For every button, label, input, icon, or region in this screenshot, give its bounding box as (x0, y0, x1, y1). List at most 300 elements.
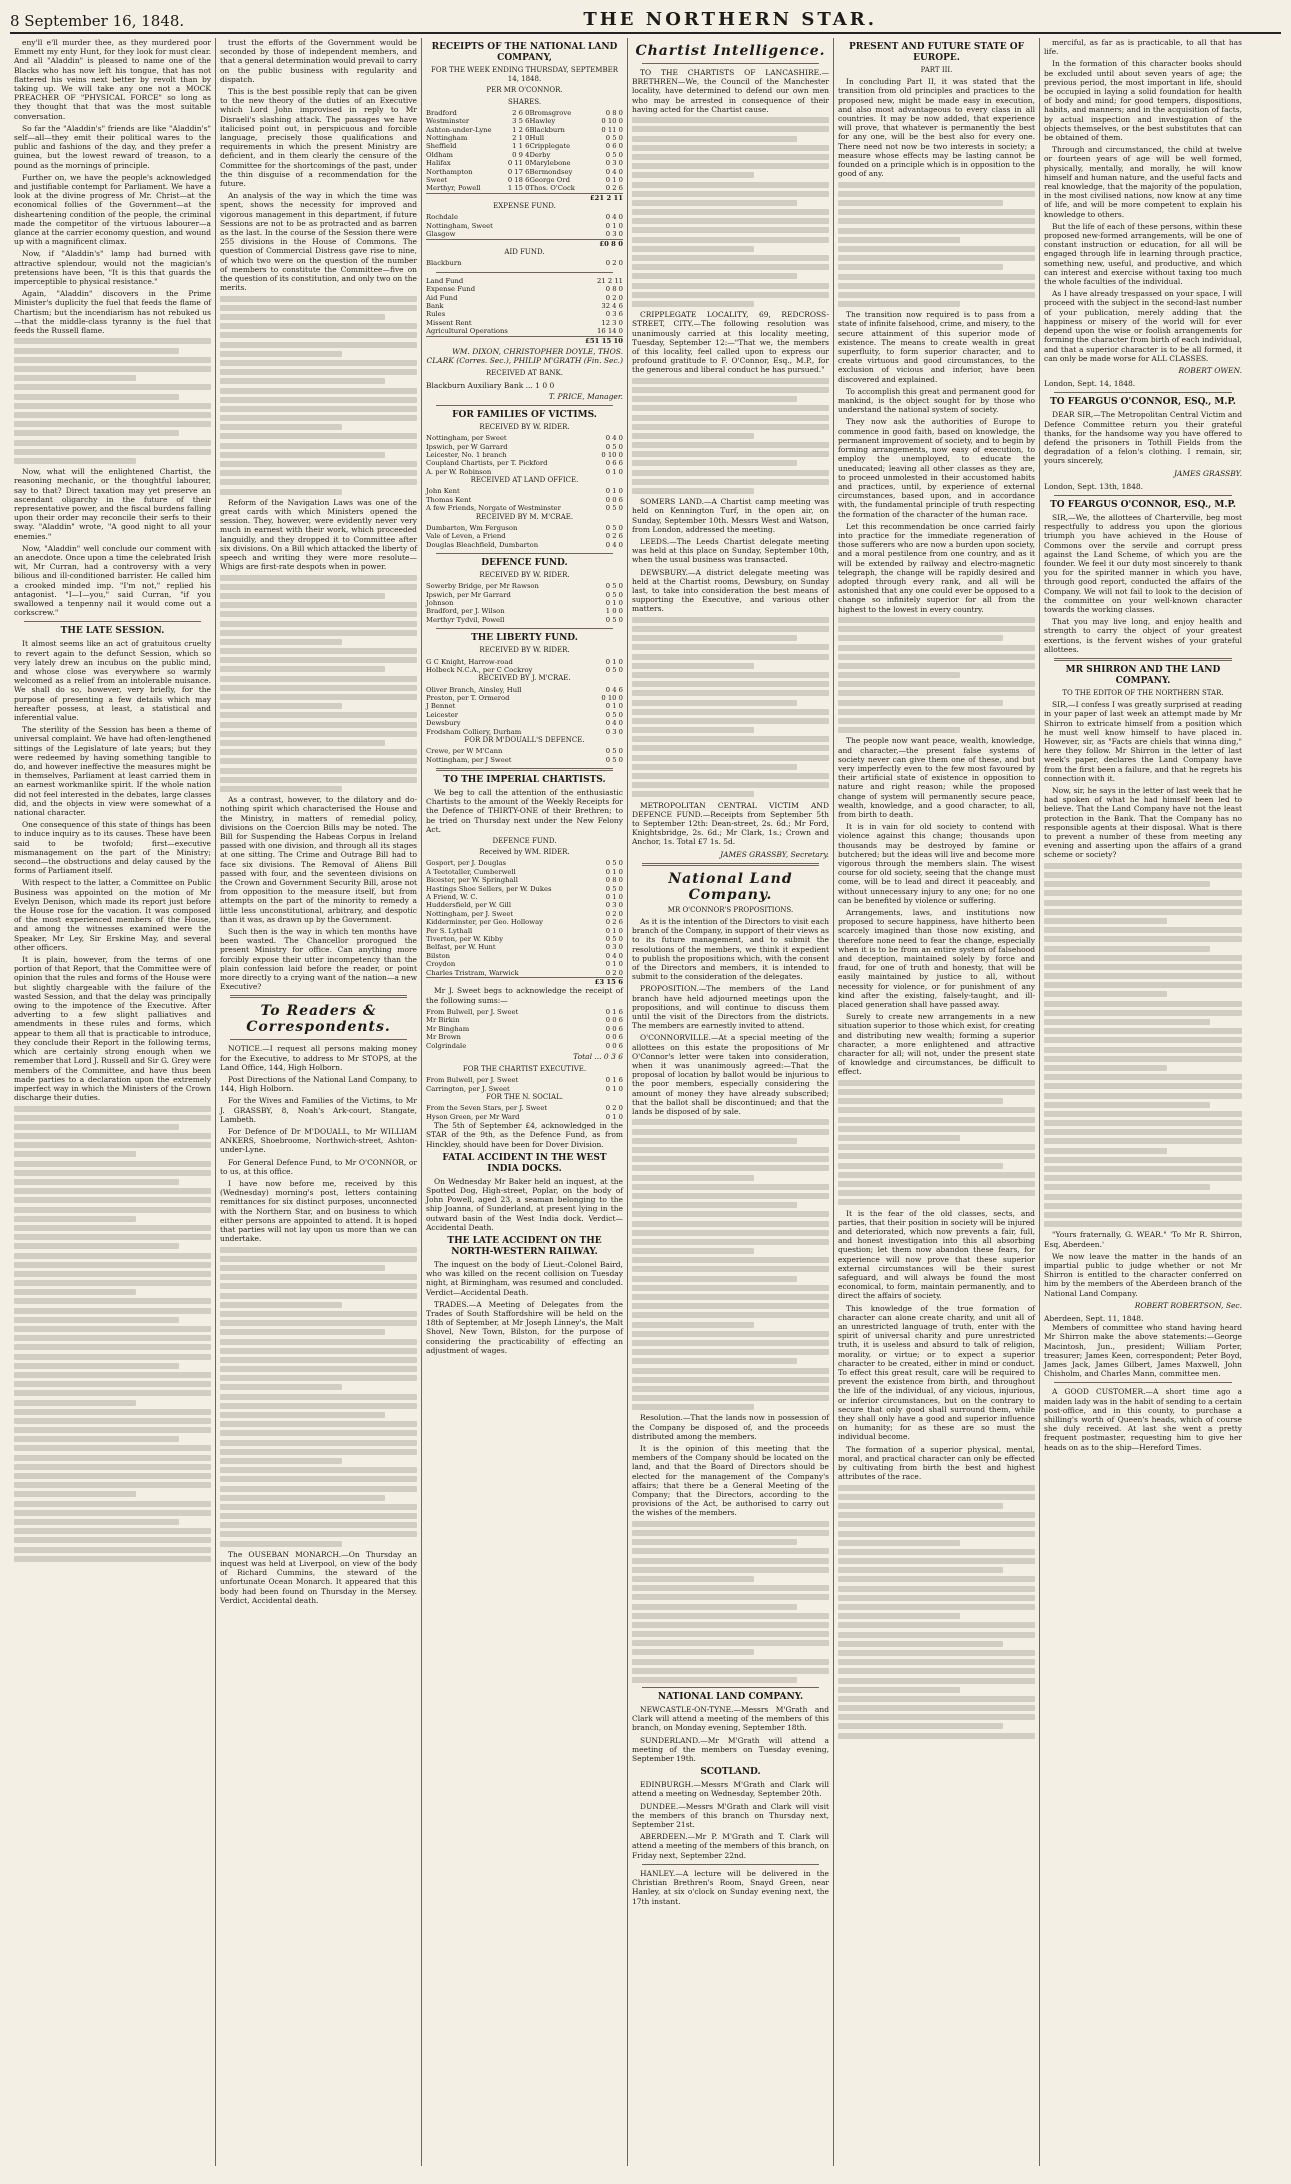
ledger-amount: 0 0 6 (605, 1016, 623, 1025)
ledger-name: Holbeck N.C.A., per C Cockroy (426, 665, 533, 674)
ledger-amount: 0 1 0 (605, 599, 623, 608)
liberty-heading: THE LIBERTY FUND. (471, 633, 578, 644)
paragraph: On Wednesday Mr Baker held an inquest, at the Spotted Dog, High-street, Poplar, on the body of John Powell, aged 23, a seaman belonging to the ship Joanna, of Sunderland, at present lying in the outward basin of the West India dock. Verdict—Accidental Death. (426, 1176, 623, 1232)
ledger-row (426, 893, 623, 901)
ledger-amount: 0 0 6 (605, 495, 623, 504)
paragraph: Again, "Aladdin" discovers in the Prime Minister's duplicity the fuel that feeds the flame of Chartism; but the incendiarism has not rebuked us—that the middle-class tyranny is the fuel that feeds the Russell flame. (14, 289, 211, 336)
ledger-name: Hyson Green, per Mr Ward (426, 1112, 520, 1121)
paragraph: CRIPPLEGATE LOCALITY, 69, REDCROSS-STREET, CITY.—The following resolution was unanimously carried at this locality meeting, Tuesday, September 12:—"That we, the members of this locality, feel called upon to express our profound gratitude to F. O'Connor, Esq., M.P., for the generous and liberal conduct he has pursued." (632, 310, 829, 375)
ledger-name: Sheffield (426, 142, 457, 151)
ledger-row (426, 213, 623, 221)
ledger-amount: 0 3 0 (605, 901, 623, 910)
ledger-name: Glasgow (426, 230, 456, 239)
ledger-name: Leicester (426, 710, 459, 719)
aid-table (426, 259, 623, 267)
ledger-name: Derby (529, 150, 551, 159)
ledger-amount: 0 1 0 (605, 657, 623, 666)
ledger-row (426, 859, 623, 867)
divider (436, 553, 613, 554)
ledger-amount: 1 15 0 (507, 184, 530, 193)
land-company-sub: MR O'CONNOR'S PROPOSITIONS. (667, 905, 794, 914)
ledger-name: Sowerby Bridge, per Mr Rawson (426, 582, 539, 591)
paragraph: It is plain, however, from the terms of one portion of that Report, that the Committee were of opinion that the rules and forms of the House were but slightly chargeable with the failure of the wasted Session, and that the delay was principally owing to the impotence of the Executive. After adverting to a few slight palliatives and amendments in these rules and forms, which appear to them all that is practicable to introduce, they conclude their Report in the following terms, which are certainly strong enough when we remember that Lord J. Russell and Sir G. Grey were members of the Committee, and have thus been made parties to a declaration upon the extremely imperfect way in which the Ministers of the Crown discharge their duties. (14, 955, 211, 1103)
ledger-amount: 0 5 0 (605, 665, 623, 674)
ledger-name: Mr Bingham (426, 1024, 470, 1033)
paragraph: Further on, we have the people's acknowledged and justifiable contempt for Parliament. We have a look at the divine progress of Mr. Christ—at the economical follies of the Government—at the disheartening condition of the people, the criminal made the competitor of the virtuous labourer—a glance at the carrier economy question, and wound up with a magnificent climax. (14, 172, 211, 247)
ledger-amount: 0 5 0 (605, 504, 623, 513)
ledger-name: Colgrindale (426, 1041, 467, 1050)
ledger-amount: 0 2 0 (605, 968, 623, 977)
ledger-name: Bank (426, 301, 444, 310)
ledger-name: Rochdale (426, 213, 458, 222)
paragraph: The 5th of September £4, acknowledged in the STAR of the 9th, as the Defence Fund, as from Hinckley, should have been for Dover Division. (426, 1121, 623, 1149)
ledger-name: Belfast, per W. Hunt (426, 943, 496, 952)
ledger-row (426, 117, 623, 125)
ledger-row (426, 1025, 623, 1033)
sweet-total: Total ... 0 3 6 (573, 1051, 623, 1061)
paragraph: LEEDS.—The Leeds Chartist delegate meeting was held at this place on Sunday, September 10th, when the usual business was transacted. (632, 537, 829, 565)
ledger-name: Gosport, per J. Douglas (426, 859, 507, 868)
paragraph: As I have already trespassed on your space, I will proceed with the subject in the second-last number of your publication, merely adding that the happiness or misery of the world will for ever depend upon the wise or foolish arrangements for forming the character from birth of each individual, and that a superior character is to be all formed, it can only be made worse for ALL CLASSES. (1044, 289, 1242, 363)
paragraph: They now ask the authorities of Europe to commence in good faith, based on knowledge, the permanent improvement of society, and to begin by forming arrangements, now easy of execution, to employ the unemployed, to educate the uneducated; leaving all other classes as they are, to proceed unmolested in their accustomed habits and practices, until, by experience of external circumstances, based upon, and in accordance with, the fundamental principle of truth respecting the formation of the character of the human race. (838, 417, 1035, 519)
ledger-name: Hawley (529, 117, 556, 126)
paragraph: HANLEY.—A lecture will be delivered in the Christian Brethren's Room, Snayd Green, near Hanley, at six o'clock on Sunday evening next, the 17th instant. (632, 1868, 829, 1906)
ledger-row (426, 126, 623, 134)
ledger-amount: 0 1 0 (605, 960, 623, 969)
signature: ROBERT ROBERTSON, Sec. (1134, 1300, 1242, 1310)
correspondent-note: For Defence of Dr M'DOUALL, to Mr WILLIAM ANKERS, Shoebroome, Northwich-street, Ashton-under-Lyne. (220, 1127, 417, 1155)
ledger-amount: 0 5 0 (605, 710, 623, 719)
ledger-row (426, 327, 623, 336)
divider (642, 1687, 819, 1688)
illegible-text-block (220, 575, 417, 792)
ledger-row (426, 702, 623, 710)
paragraph: The formation of a superior physical, mental, moral, and practical character can only be effected by cultivating from birth the best and highest attributes of the race. (838, 1444, 1035, 1482)
ledger-amount: 0 6 0 (605, 142, 623, 151)
ledger-amount: 0 10 0 (601, 693, 623, 702)
receipts-heading: RECEIPTS OF THE NATIONAL LAND COMPANY, (431, 42, 618, 63)
paragraph: Now, if "Aladdin's" lamp had burned with attractive splendour, would not the magician's pretensions have been, "It is this that guards the imperceptible to physical resistance." (14, 249, 211, 287)
column-4 (628, 38, 834, 2166)
column-6 (1040, 38, 1246, 2166)
ledger-name: Thos. O'Cock (529, 184, 575, 193)
divider (642, 863, 819, 866)
ledger-row (426, 728, 623, 736)
soc-table (426, 1104, 623, 1121)
divider (24, 621, 201, 622)
dateline: Aberdeen, Sept. 11, 1848. (1044, 1313, 1144, 1323)
ledger-row (426, 910, 623, 918)
ledger-name: Merthyr, Powell (426, 184, 481, 193)
illegible-text-block (632, 617, 829, 798)
imperial-defence-label: DEFENCE FUND. (492, 836, 557, 845)
ledger-row (426, 294, 623, 302)
defence-sub: RECEIVED BY W. RIDER. (479, 571, 570, 580)
ledger-name: Halifax (426, 159, 451, 168)
ledger-amount: 0 5 0 (605, 884, 623, 893)
paragraph: The people now want peace, wealth, knowledge, and character,—the present false systems of society never can give them one of these, and but very imperfectly even to the few most favoured by their artificial state of existence in opposition to nature and right reason; while the proposed change of system will permanently secure peace, wealth, knowledge, and a good character, to all, from birth to death. (838, 736, 1035, 819)
ledger-name: A. per W. Robinson (426, 467, 492, 476)
divider (642, 1864, 819, 1865)
ledger-amount: 0 5 0 (605, 582, 623, 591)
divider (642, 63, 819, 64)
land-company-subheading: NATIONAL LAND COMPANY. (657, 1692, 804, 1703)
illegible-text-block (632, 117, 829, 307)
ledger-total: £0 8 0 (567, 239, 623, 248)
ledger-name: Ipswich, per W Garrard (426, 442, 508, 451)
ledger-row (426, 468, 623, 476)
paragraph: As a contrast, however, to the dilatory and do-nothing spirit which characterised the House and the Ministry, in matters of remedial policy, divisions on the Coercion Bills may be noted. The Bill for Suspending the Habeas Corpus in Ireland passed with one division, and through all its stages at one sitting. The Crime and Outrage Bill had to face six divisions. The Removal of Aliens Bill passed with four, and the seventeen divisions on the Crown and Government Security Bill, arose not from opposition to the measure itself, but from attempts on the part of the minority to remedy a little less unconstitutional, arbitrary, and despotic than it was, as drawn up by the Government. (220, 795, 417, 924)
ledger-name: Mr Birkin (426, 1016, 460, 1025)
notice: NOTICE.—I request all persons making money for the Executive, to address to Mr STOPS, at the Land Office, 144, High Holborn. (220, 1044, 417, 1072)
paragraph: A GOOD CUSTOMER.—A short time ago a maiden lady was in the habit of sending to a certain post-office, and in this county, to purchase a shilling's worth of Queen's heads, which of course she duly received. At last she went a pretty frequent postmaster, requesting him to give her heads on as to the ship—Hereford Times. (1044, 1387, 1242, 1452)
sweet-table (426, 1008, 623, 1050)
paragraph: TRADES.—A Meeting of Delegates from the Trades of South Staffordshire will be held on the 18th of September, at Mr Joseph Linney's, the Malt Shovel, New Town, Bilston, for the purpose of considering the practicability of effecting an adjustment of wages. (426, 1299, 623, 1355)
ledger-row (426, 259, 623, 267)
ledger-amount: 0 11 0 (601, 125, 623, 134)
ledger-amount: 0 1 0 (605, 702, 623, 711)
ledger-row (426, 496, 623, 504)
paragraph: As it is the intention of the Directors to visit each branch of the Company, in support of their views as to its future management, and to submit the resolutions of the members, we think it expedient to publish the propositions which, with the consent of the Directors and members, it is intended to submit to the consideration of the delegates. (632, 916, 829, 982)
mcrae-table (426, 524, 623, 549)
paragraph: Now, what will the enlightened Chartist, the reasoning mechanic, or the thoughtful labourer, say to that? Direct taxation may yet preserve an ascendant oligarchy in the future of their representative power, and the fiscal burdens falling upon their order may reconcile their serfs to their sway. "Aladdin" wrote, "A good night to all your enemies." (14, 467, 211, 541)
correspondent-note: Post Directions of the National Land Company, to 144, High Holborn. (220, 1074, 417, 1094)
ledger-amount: 0 4 0 (605, 540, 623, 549)
column-5 (834, 38, 1040, 2166)
ledger-amount: 0 5 0 (605, 747, 623, 756)
bank-label: RECEIVED AT BANK. (486, 369, 563, 378)
ledger-amount: 0 3 0 (605, 727, 623, 736)
ledger-amount: 0 1 6 (605, 1007, 623, 1016)
ledger-row (426, 151, 623, 159)
illegible-text-block (632, 1521, 829, 1683)
ledger-amount: 0 1 0 (605, 1084, 623, 1093)
ledger-amount: 0 1 0 (605, 893, 623, 902)
paragraph: An analysis of the way in which the time was spent, shows the necessity for improved and vigorous management in this department, if future Sessions are not to be as protracted and as barren as the last. In the course of the Session there were 255 divisions in the House of Commons. The question of Commercial Distress gave rise to nine, of which two were on the question of the number of members to constitute the Committee—five on the question of its constitution, and only two on the merits. (220, 191, 417, 293)
illegible-text-block (838, 1485, 1035, 1739)
ledger-amount: 32 4 6 (601, 301, 623, 310)
paragraph: It is the opinion of this meeting that the members of the Company should be located on the land, and that the Board of Directors should be elected for the management of the Company's affairs; that there be a General Meeting of the Company; that the Directors, according to the provisions of the Act, be authorised to carry out the wishes of the members. (632, 1444, 829, 1518)
ledger-amount: 0 5 0 (605, 150, 623, 159)
ledger-amount: 0 4 0 (605, 167, 623, 176)
ledger-name: Hull (529, 134, 545, 143)
paragraph: But the life of each of these persons, within these proposed new-formed arrangements, will be one of constant instruction or education, for all will be engaged through life in learning through practice, something new, useful, and productive, and which can interest and exercise without taxing too much the whole faculties of the individual. (1044, 221, 1242, 287)
ledger-amount: 0 1 6 (605, 1076, 623, 1085)
ledger-amount: 0 1 0 (605, 221, 623, 230)
expense-label: EXPENSE FUND. (493, 202, 556, 211)
ledger-total-label (426, 978, 584, 987)
ledger-amount: 0 3 0 (605, 159, 623, 168)
paragraph: So far the "Aladdin's" friends are like "Aladdin's" self—all—they emit their political wares to the public and fashions of the day, and they prefer a guinea, but the lowest reward of treason, to a pound as the mornings of principle. (14, 123, 211, 170)
ledger-amount: 0 5 0 (605, 615, 623, 624)
bank-signature: T. PRICE, Manager. (548, 391, 623, 401)
ledger-amount: 21 2 11 (597, 276, 623, 285)
ledger-name: Agricultural Operations (426, 327, 508, 336)
ledger-amount: 0 9 4 (512, 150, 530, 159)
ledger-amount: 0 0 6 (605, 1024, 623, 1033)
ledger-name: Preston, per T. Ormerod (426, 693, 510, 702)
ledger-name: Nottingham, per J Sweet (426, 755, 512, 764)
ledger-row (426, 541, 623, 549)
ledger-amount: 3 5 6 (512, 117, 530, 126)
ledger-amount: 0 3 0 (605, 230, 623, 239)
ledger-amount: 0 3 6 (605, 310, 623, 319)
ledger-row (426, 230, 623, 239)
ledger-amount: 0 1 0 (605, 467, 623, 476)
ledger-amount: 1 0 0 (605, 607, 623, 616)
ledger-name: Thomas Kent (426, 495, 472, 504)
paragraph: Resolution.—That the lands now in possession of the Company be disposed of, and the proceeds distributed among the members. (632, 1413, 829, 1441)
paragraph: "Yours fraternally, G. WEAR." 'To Mr R. Shirron, Esq, Aberdeen.' (1044, 1230, 1242, 1249)
ledger-name: Ipswich, per Mr Garrard (426, 590, 511, 599)
ledger-name: Bradford, per J. Wilson (426, 607, 505, 616)
paragraph: Members of committee who stand having heard Mr Shirron make the above statements:—George Macintosh, Jun., president; William Porter, treasurer; James Keen, correspondent; Peter Boyd, James Jack, James Gilbert, James Maxwell, John Chisholm, and Charles Mann, committee men. (1044, 1323, 1242, 1379)
paragraph: We beg to call the attention of the enthusiastic Chartists to the amount of the Weekly Receipts for the Defence of THIRTY-ONE of their Brethren; to be tried on Thursday next under the New Felony Act. (426, 787, 623, 834)
ledger-row (426, 1076, 623, 1084)
ledger-name: Charles Tristram, Warwick (426, 968, 519, 977)
liberty-sub: RECEIVED BY W. RIDER. (479, 646, 570, 655)
paragraph: Now, sir, he says in the letter of last week that he had spoken of what he had himself been led to believe. That the Land Company have not the least protection in the Bank. That the Company has no responsible agents at their disposal. What is there to prevent a number of these from meeting any evening and asserting upon the affairs of a grand scheme or society? (1044, 786, 1242, 860)
summary-table (426, 277, 623, 345)
ledger-amount: 0 4 6 (605, 685, 623, 694)
divider (1054, 1382, 1232, 1383)
ledger-row (426, 666, 623, 674)
ledger-row (426, 885, 623, 893)
ledger-name: Rules (426, 310, 446, 319)
ledger-total: £51 15 10 (557, 336, 623, 345)
ledger-name: Frodsham Colliery, Durham (426, 727, 522, 736)
ledger-amount: 0 5 0 (605, 859, 623, 868)
ledger-amount: 12 3 0 (601, 318, 623, 327)
railway-heading: THE LATE ACCIDENT ON THE NORTH-WESTERN RAILWAY. (447, 1235, 602, 1257)
paragraph: Through and circumstanced, the child at twelve or fourteen years of age will be well formed, physically, mentally, and morally, he will know himself and human nature, and the useful facts and real knowledge, that the majority of the population, in the most civilised nations, now know at any time of life, and will be more competent to explain his knowledge to others. (1044, 145, 1242, 219)
mcdouall-label: RECEIVED BY J. M'CRAE. (478, 674, 571, 683)
paragraph: NEWCASTLE-ON-TYNE.—Messrs M'Grath and Clark will attend a meeting of the members of this branch, on Monday evening, September 18th. (632, 1705, 829, 1733)
paragraph: It is in vain for old society to contend with violence against this change; thousands upon thousands may be destroyed by famine or butchered; but the ideas will live and become more vigorous through the members slain. The wisest course for old society, seeing that the change must come, will be to lead and direct it peaceably, and without unnecessary injury to any one; for no one can be benefited by violence or suffering. (838, 822, 1035, 905)
ledger-name: Bromsgrove (529, 108, 572, 117)
ledger-row (426, 443, 623, 451)
ledger-row (426, 694, 623, 702)
ledger-row (426, 222, 623, 230)
paragraph: Mr J. Sweet begs to acknowledge the receipt of the following sums:— (426, 986, 623, 1005)
paragraph: PROPOSITION.—The members of the Land branch have held adjourned meetings upon the propositions, and will continue to discuss them until the visit of the Directors from the districts. The members are earnestly invited to attend. (632, 984, 829, 1031)
illegible-text-block (632, 378, 829, 494)
ledger-name: Dumbarton, Wm Ferguson (426, 523, 518, 532)
paragraph: SUNDERLAND.—Mr M'Grath will attend a meeting of the members on Tuesday evening, September 19th. (632, 1735, 829, 1764)
paragraph: Surely to create new arrangements in a new situation superior to those which exist, for creating and distributing new wealth; forming a superior character, a more enlightened and attractive character for all; will not, under the present state of knowledge and circumstances, be difficult to effect. (838, 1012, 1035, 1077)
ledger-name: Tiverton, per W. Kibby (426, 935, 504, 944)
ledger-name: From Bulwell, per J. Sweet (426, 1007, 519, 1016)
ledger-name: A few Friends, Norgate of Westminster (426, 504, 561, 513)
ledger-name: Oldham (426, 150, 453, 159)
ledger-name: Nottingham, Sweet (426, 221, 493, 230)
paragraph: O'CONNORVILLE.—At a special meeting of the allottees on this estate the propositions of Mr O'Connor's letter were taken into consideration, when it was unanimously agreed:—That the proposal of location by ballot would be injurious to the poor members, especially considering the amount of money they have already subscribed; that the ballot shall be discontinued; and that the lands be disposed of by sale. (632, 1033, 829, 1117)
ledger-row (426, 504, 623, 512)
ledger-amount: 0 1 0 (605, 926, 623, 935)
ledger-row (426, 434, 623, 442)
exec-table (426, 1076, 623, 1093)
paragraph: EDINBURGH.—Messrs M'Grath and Clark will attend a meeting on Wednesday, September 20th. (632, 1780, 829, 1799)
shirron-sub: TO THE EDITOR OF THE NORTHERN STAR. (1062, 688, 1224, 697)
signature: JAMES GRASSBY. (1173, 468, 1242, 478)
divider (436, 768, 613, 771)
ledger-name: From the Seven Stars, per J. Sweet (426, 1104, 548, 1113)
paragraph: METROPOLITAN CENTRAL VICTIM AND DEFENCE FUND.—Receipts from September 5th to September 12th: Dean-street, 2s. 6d.; Mr Ford, Knightsbridge, 2s. 6d.; Mr Clark, 1s.; Crown and Anchor, 1s. Total £7 1s. 5d. (632, 800, 829, 847)
paragraph: The transition now required is to pass from a state of infinite falsehood, crime, and misery, to the secure attainment of this superior mode of existence. The means to create wealth in great superfluity, to form superior character, and to create virtuous and good circumstances, to the exclusion of vicious and inferior, have been discovered and explained. (838, 310, 1035, 384)
dateline: London, Sept. 14, 1848. (1044, 379, 1136, 389)
ledger-row (426, 582, 623, 590)
ledger-name: Merthyr Tydvil, Powell (426, 615, 505, 624)
divider (230, 995, 407, 998)
paragraph: eny'll e'll murder thee, as they murdered poor Emmett my enty Hunt, for they look for must clear. And all "Aladdin" is pleased to name one of the Blacks who has now left his tongue, that has not flattered his veins next better by revolt than by taking up. We will take any one not a MOCK PREACHER OF "PHYSICAL FORCE" so long as they thought that that was the most suitable conversation. (14, 38, 211, 121)
ledger-name: Aid Fund (426, 293, 458, 302)
ledger-name: Douglas Bleachfield, Dumbarton (426, 540, 539, 549)
ledger-row (426, 109, 623, 117)
paragraph: We now leave the matter in the hands of an impartial public to judge whether or not Mr Shirron is entitled to the character conferred on him by the members of the Aberdeen branch of the National Land Company. (1044, 1251, 1242, 1298)
column-2 (216, 38, 422, 2166)
ledger-name: John Kent (426, 487, 460, 496)
ledger-row (426, 285, 623, 293)
illegible-text-block (220, 1247, 417, 1547)
ledger-row (426, 616, 623, 624)
ledger-row (426, 1033, 623, 1041)
ledger-row (426, 451, 623, 459)
mcrae-label: RECEIVED BY M. M'CRAE. (475, 512, 574, 521)
ledger-name: A Friend, W. C. (426, 893, 478, 902)
correspondent-note: The OUSEBAN MONARCH.—On Thursday an inquest was held at Liverpool, on view of the body of Richard Cummins, the steward of the unfortunate Ocean Monarch. It appeared that this body had been found on Thursday in the Mersey. Verdict, Accidental death. (220, 1549, 417, 1605)
illegible-text-block (14, 1106, 211, 1562)
mcdouall-table (426, 686, 623, 736)
ledger-total-label (426, 336, 557, 345)
soc-label: FOR THE N. SOCIAL. (486, 1093, 563, 1102)
ledger-row (426, 459, 623, 467)
ledger-row (426, 277, 623, 285)
ledger-row (426, 319, 623, 327)
columns (10, 38, 1281, 2166)
defence-heading: DEFENCE FUND. (481, 558, 568, 569)
letter-heading: TO FEARGUS O'CONNOR, ESQ., M.P. (1050, 499, 1236, 510)
paragraph: One consequence of this state of things has been to induce inquiry as to its causes. These have been said to be twofold; first—executive mismanagement on the part of the Ministry; second—the obstructions and delay caused by the forms of Parliament itself. (14, 820, 211, 876)
ledger-row (426, 1016, 623, 1024)
ledger-amount: 0 4 0 (605, 213, 623, 222)
ledger-row (426, 134, 623, 142)
shirron-heading: MR SHIRRON AND THE LAND COMPANY. (1065, 664, 1221, 686)
ledger-name: Oliver Branch, Ainsley, Hull (426, 685, 522, 694)
ledger-name: Carrington, per J. Sweet (426, 1084, 510, 1093)
paragraph: This knowledge of the true formation of character can alone create charity, and unit all of an unrestricted language of truth, enter with the spirit of universal charity and pure unrestricted truth, it is useless and absurd to talk of religion, morality, or virtue; or to expect a superior character to be created, either in mind or conduct. To effect this great result, care will be required to prevent the existence from birth, and throughout the life of the individual, of any vicious, injurious, or inferior circumstances, but on the contrary to secure that only good shall surround them, while they shall only have a good and superior influence on humanity; for as these are so must the individual become. (838, 1303, 1035, 1442)
ledger-row (426, 756, 623, 764)
ledger-amount: 1 2 6 (512, 125, 530, 134)
masthead-spacer (1276, 12, 1281, 30)
ledger-amount: 0 1 0 (605, 487, 623, 496)
ledger-row (426, 524, 623, 532)
paragraph: The inquest on the body of Lieut.-Colonel Baird, who was killed on the recent collision on Tuesday night, at Birmingham, was resumed and concluded. Verdict—Accidental Death. (426, 1259, 623, 1297)
ledger-name: Westminster (426, 117, 470, 126)
ledger-row (426, 1104, 623, 1112)
paragraph: Now, "Aladdin" well conclude our comment with an anecdote. Once upon a time the celebrated Irish wit, Mr Curran, had a controversy with a very bilious and ill-conditioned barrister. He called him a crooked minded imp. "I'm not," replied his antagonist. "I—I—you," said Curran, "if you swallowed a tenpenny nail it would come out a corkscrew." (14, 543, 211, 618)
ledger-amount: 0 11 0 (507, 159, 530, 168)
column-1 (10, 38, 216, 2166)
ledger-row (426, 952, 623, 960)
illegible-text-block (838, 182, 1035, 307)
ledger-amount: 0 2 0 (605, 293, 623, 302)
ledger-name: Sweet (426, 176, 448, 185)
ledger-row (426, 302, 623, 310)
ledger-row (426, 1042, 623, 1050)
masthead (10, 8, 1281, 34)
ledger-row (426, 599, 623, 607)
ledger-name: Bradford (426, 108, 457, 117)
defence-table (426, 582, 623, 624)
ledger-row (426, 901, 623, 909)
ledger-amount: 0 4 0 (605, 719, 623, 728)
shares-table (426, 109, 623, 202)
ledger-amount: 0 0 6 (605, 1041, 623, 1050)
paragraph: It almost seems like an act of gratuitous cruelty to revert again to the defunct Session, which so very lately drew an incubus on the public mind, and whose close was everywhere so warmly welcomed as a relief from an intolerable nuisance. We shall do so, however, very briefly, for the purpose of presenting a few details which may hereafter possess, at least, a statistical and inferential value. (14, 639, 211, 722)
victims-heading: FOR FAMILIES OF VICTIMS. (452, 409, 597, 420)
ledger-name: Northampton (426, 167, 473, 176)
ledger-name: Coupland Chartists, per T. Pickford (426, 459, 548, 468)
ledger-name: Bilston (426, 951, 451, 960)
ledger-name: Hastings Shoe Sellers, per W. Dukes (426, 884, 552, 893)
chartist-heading: Chartist Intelligence. (635, 43, 826, 59)
ledger-name: Crewe, per W M'Cann (426, 747, 503, 756)
ledger-amount: 0 5 0 (605, 523, 623, 532)
liberty-table (426, 658, 623, 675)
divider (436, 405, 613, 406)
ledger-name: Nottingham (426, 134, 468, 143)
ledger-amount: 16 14 0 (597, 327, 623, 336)
paragraph: SOMERS LAND.—A Chartist camp meeting was held on Kennington Turf, in the open air, on Sunday, September 10th. Messrs West and Watson, from London, addressed the meeting. (632, 497, 829, 534)
ledger-name: Leicester, No. 1 branch (426, 451, 507, 459)
paragraph: The sterility of the Session has been a theme of universal complaint. We have had often-lengthened sittings of the Legislature of late years; but they were redeemed by having something tangible to do, and however ineffective the measures might be in themselves, Parliament at least carried them in an earnest workmanlike spirit. If the whole nation did not feel interested in the debates, large classes did, and the objects in view were somewhat of a national character. (14, 725, 211, 818)
divider (230, 1039, 407, 1040)
ledger-amount: 0 1 0 (605, 1112, 623, 1121)
paragraph: TO THE CHARTISTS OF LANCASHIRE.—BRETHREN—We, the Council of the Manchester locality, have determined to defend our own men who may be arrested in consequence of their having acted for the Chartist cause. (632, 68, 829, 114)
illegible-text-block (14, 338, 211, 463)
divider (1054, 495, 1232, 496)
paragraph: Let this recommendation be once carried fairly into practice for the immediate regeneration of those sufferers who are now a burden upon society, and a moral pestilence from one country, and as it will be extended by railway and electro-magnetic telegraph, the change will be rapidly desired and adopted through every rank, and all will be astonished that any one could ever be opposed to a change so infinitely superior for all from the highest to the lowest in every country. (838, 521, 1035, 614)
correspondent-note: For General Defence Fund, to Mr O'CONNOR, or to us, at this office. (220, 1157, 417, 1176)
ledger-name: Vale of Leven, a Friend (426, 532, 506, 541)
ledger-row (426, 960, 623, 968)
ledger-amount: 0 18 6 (507, 176, 530, 185)
ledger-name: Marylebone (529, 159, 571, 168)
paragraph: With respect to the latter, a Committee on Public Business was appointed on the motion of Mr Evelyn Denison, which made its report just before the House rose for the vacation. It was composed of the most experienced members of the House, and among the witnesses examined were the Speaker, Mr Ley, Sir Erskine May, and several other officers. (14, 878, 211, 952)
correspondent-note: I have now before me, received by this (Wednesday) morning's post, letters containing remittances for six distinct purposes, unconnected with the Northern Star, and on business to which either persons are appointed to attend. It is hoped that parties will not lay upon us more than we can undertake. (220, 1179, 417, 1244)
ledger-amount: 2 1 0 (512, 134, 530, 143)
ledger-amount: 2 6 0 (512, 108, 530, 117)
exec-label: FOR THE CHARTIST EXECUTIVE. (462, 1065, 587, 1074)
correspondents-heading: To Readers & Correspondents. (246, 1003, 391, 1036)
ledger-amount: 0 5 0 (605, 755, 623, 764)
masthead-title: THE NORTHERN STAR. (583, 9, 877, 30)
ledger-total-label (426, 193, 582, 202)
ledger-name: Mr Brown (426, 1033, 461, 1042)
paragraph: This is the best possible reply that can be given to the new theory of the duties of an Executive which Lord John improvised in reply to Mr Disraeli's slashing attack. The passages we have italicised point out, in perspicuous and forcible language, precisely those qualifications and requirements in which the present Ministry are deficient, and in them clearly the censure of the Committee for the shortcomings of the past, under the thin disguise of a recommendation for the future. (220, 87, 417, 189)
ledger-name: Ashton-under-Lyne (426, 125, 492, 134)
ledger-row (426, 1085, 623, 1093)
europe-part: PART III. (920, 66, 953, 74)
receipts-per: PER MR O'CONNOR. (486, 86, 563, 95)
illegible-text-block (838, 617, 1035, 733)
ledger-amount: 0 8 0 (605, 108, 623, 117)
ledger-amount: 0 5 0 (605, 134, 623, 143)
paragraph: DEWSBURY.—A district delegate meeting was held at the Chartist rooms, Dewsbury, on Sunday last, to take into consideration the best means of supporting the Executive, and various other matters. (632, 567, 829, 614)
ledger-name: Cripplegate (529, 142, 571, 151)
imperial-sub: Received by WM. RIDER. (479, 848, 570, 857)
ledger-amount: 0 8 0 (605, 285, 623, 294)
